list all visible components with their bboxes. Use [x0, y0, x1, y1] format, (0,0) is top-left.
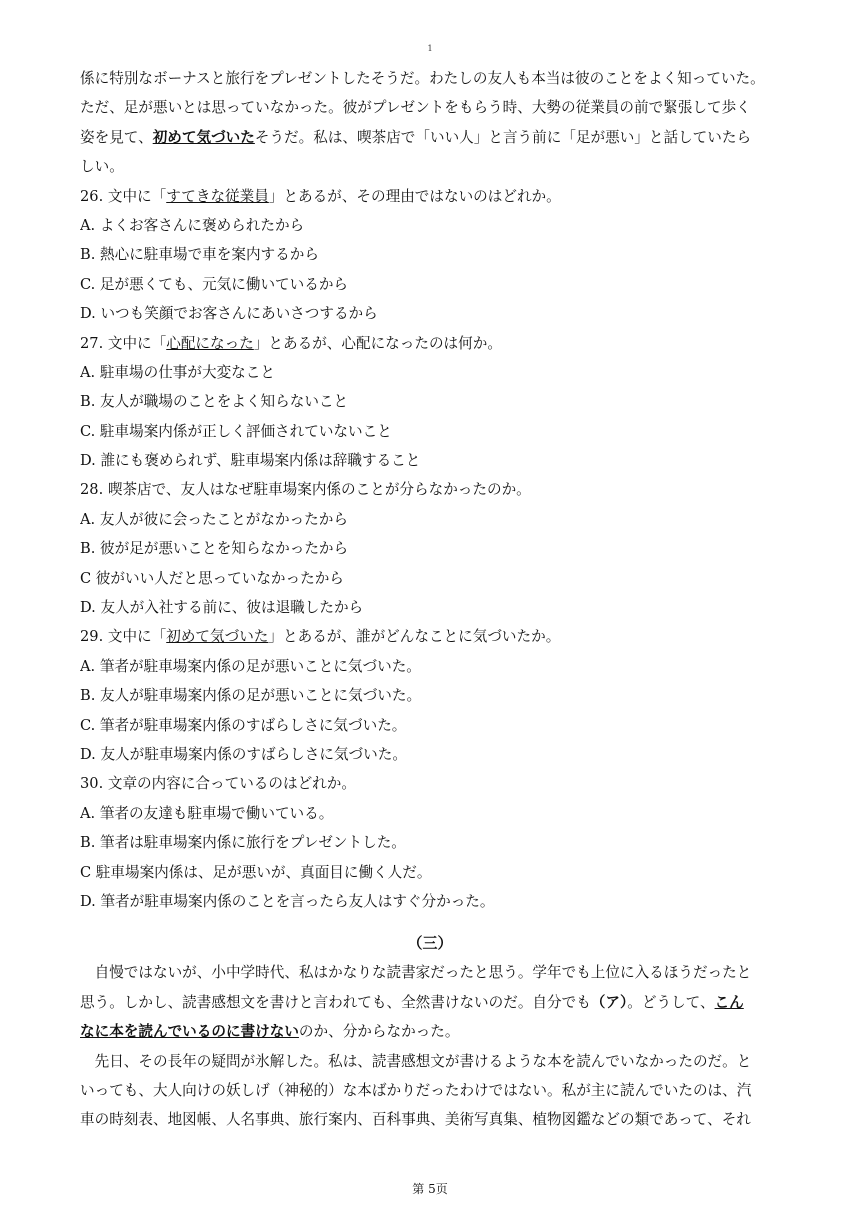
page-mark: 1	[427, 44, 433, 53]
section-title: （三）	[407, 934, 453, 953]
question-stem	[80, 329, 780, 358]
passage-text: 姿を見て、	[80, 128, 153, 146]
document-page	[80, 0, 780, 1216]
stem-underlined: 初めて気づいた	[166, 628, 269, 646]
page-footer: 第 5页	[412, 1182, 448, 1196]
stem-text: 27. 文中に「	[80, 334, 167, 352]
question-stem	[80, 769, 780, 798]
blank-marker: （ア）	[590, 993, 628, 1011]
passage-line: いっても、大人向けの妖しげ（神秘的）な本ばかりだったわけではない。私が主に読んでいたのは、汽	[80, 1081, 752, 1099]
answer-option: B. 友人が職場のことをよく知らないこと	[80, 393, 349, 411]
stem-text: 30. 文章の内容に合っているのはどれか。	[80, 775, 356, 793]
answer-option: C. 足が悪くても、元気に働いているから	[80, 275, 349, 293]
stem-text: 26. 文中に「	[80, 187, 167, 205]
passage-line: 車の時刻表、地図帳、人名事典、旅行案内、百科事典、美術写真集、植物図鑑などの類であって、それ	[80, 1111, 751, 1129]
passage-continuation	[80, 64, 780, 182]
passage-line	[80, 988, 780, 1017]
stem-underlined: すてきな従業員	[166, 187, 269, 205]
answer-option: C 彼がいい人だと思っていなかったから	[80, 569, 344, 587]
question-29	[80, 622, 780, 769]
passage-line	[80, 1017, 780, 1046]
stem-text: 」とあるが、その理由ではないのはどれか。	[268, 187, 561, 205]
passage-line	[80, 123, 780, 152]
answer-option: A. 筆者が駐車場案内係の足が悪いことに気づいた。	[80, 657, 421, 675]
stem-text: 29. 文中に「	[80, 628, 167, 646]
underlined-phrase: こん	[714, 993, 744, 1011]
answer-option: B. 熱心に駐車場で車を案内するから	[80, 246, 319, 264]
answer-option: A. よくお客さんに褒められたから	[80, 216, 305, 234]
answer-option: D. 筆者が駐車場案内係のことを言ったら友人はすぐ分かった。	[80, 892, 495, 910]
passage-text: 。どうして、	[627, 993, 715, 1011]
answer-option: C. 駐車場案内係が正しく評価されていないこと	[80, 422, 392, 440]
stem-text: 」とあるが、心配になったのは何か。	[253, 334, 502, 352]
answer-option: D. 友人が駐車場案内係のすばらしさに気づいた。	[80, 745, 407, 763]
question-stem	[80, 182, 780, 211]
passage-line: 係に特別なボーナスと旅行をプレゼントしたそうだ。わたしの友人も本当は彼のことをよく知っていた。	[80, 70, 765, 87]
passage-line: しい。	[80, 158, 124, 176]
question-stem	[80, 475, 780, 504]
answer-option: B. 彼が足が悪いことを知らなかったから	[80, 540, 349, 558]
question-27	[80, 329, 780, 476]
stem-underlined: 心配になった	[166, 334, 254, 352]
passage-line: 自慢ではないが、小中学時代、私はかなりな読書家だったと思う。学年でも上位に入るほうだったと	[94, 964, 752, 982]
passage-line: ただ、足が悪いとは思っていなかった。彼がプレゼントをもらう時、大勢の従業員の前で緊張して歩く	[80, 99, 751, 117]
answer-option: B. 友人が駐車場案内係の足が悪いことに気づいた。	[80, 687, 422, 705]
question-30	[80, 769, 780, 916]
answer-option: A. 駐車場の仕事が大変なこと	[80, 363, 275, 381]
document-body	[80, 64, 780, 1135]
answer-option: A. 筆者の友達も駐車場で働いている。	[80, 804, 334, 822]
answer-option: B. 筆者は駐車場案内係に旅行をプレゼントした。	[80, 834, 406, 852]
answer-option: D. 友人が入社する前に、彼は退職したから	[80, 599, 364, 617]
passage-line: 先日、その長年の疑問が氷解した。私は、読書感想文が書けるような本を読んでいなかったのだ。と	[94, 1052, 752, 1070]
question-stem	[80, 622, 780, 651]
passage-text: 思う。しかし、読書感想文を書けと言われても、全然書けないのだ。自分でも	[80, 993, 591, 1011]
passage-text: のか、分からなかった。	[298, 1023, 460, 1041]
underlined-phrase: なに本を読んでいるのに書けない	[80, 1023, 299, 1041]
passage-text: そうだ。私は、喫茶店で「いい人」と言う前に「足が悪い」と話していたら	[254, 128, 752, 146]
stem-text: 」とあるが、誰がどんなことに気づいたか。	[268, 628, 561, 646]
underlined-phrase: 初めて気づいた	[152, 128, 255, 146]
question-26	[80, 182, 780, 329]
answer-option: D. いつも笑顔でお客さんにあいさつするから	[80, 305, 378, 323]
answer-option: C. 筆者が駐車場案内係のすばらしさに気づいた。	[80, 716, 407, 734]
answer-option: C 駐車場案内係は、足が悪いが、真面目に働く人だ。	[80, 863, 432, 881]
passage-three	[80, 958, 780, 1134]
question-28	[80, 475, 780, 622]
stem-text: 28. 喫茶店で、友人はなぜ駐車場案内係のことが分らなかったのか。	[80, 481, 531, 499]
answer-option: A. 友人が彼に会ったことがなかったから	[80, 510, 348, 528]
answer-option: D. 誰にも褒められず、駐車場案内係は辞職すること	[80, 452, 421, 470]
